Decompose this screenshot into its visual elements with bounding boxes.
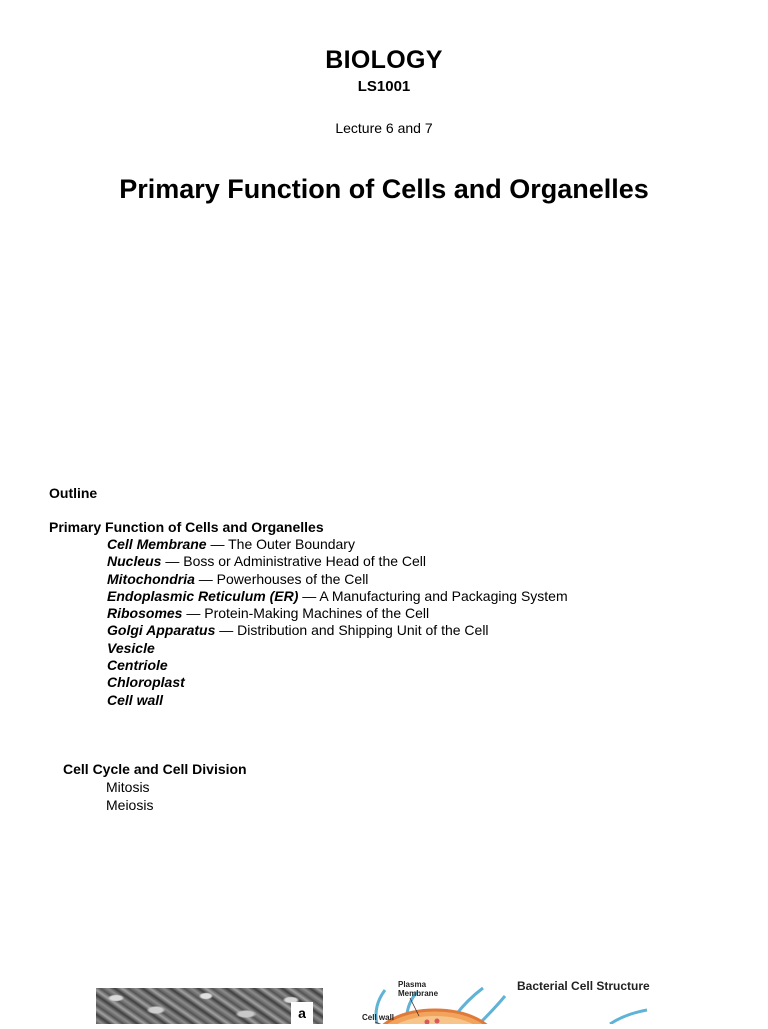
cell-wall-label: Cell wall <box>362 1013 395 1022</box>
course-code: LS1001 <box>357 78 411 95</box>
organelle-description: — A Manufacturing and Packaging System <box>298 587 568 604</box>
cell-division-list <box>106 778 153 814</box>
section-heading: Primary Function of Cells and Organelles <box>49 519 324 535</box>
list-item <box>107 553 568 570</box>
organelle-term: Cell Membrane <box>107 536 207 552</box>
organelle-term: Cell wall <box>107 691 164 708</box>
organelle-term: Ribosomes <box>107 605 183 622</box>
organelle-term: Mitochondria <box>107 570 195 587</box>
organelle-description: — Protein-Making Machines of the Cell <box>182 605 430 622</box>
list-item <box>107 657 568 674</box>
organelle-description: — Boss or Administrative Head of the Cell <box>161 553 427 570</box>
list-item <box>107 571 568 588</box>
bacterial-cell-diagram <box>355 976 655 1024</box>
list-item: Meiosis <box>106 797 154 813</box>
list-item <box>107 640 568 657</box>
organelle-term: Endoplasmic Reticulum (ER) <box>107 587 299 604</box>
list-item: Mitosis <box>106 779 150 795</box>
organelle-term: Golgi Apparatus <box>107 622 216 639</box>
organelle-term: Chloroplast <box>107 674 185 691</box>
organelle-description: — The Outer Boundary <box>206 536 355 552</box>
organelle-term: Centriole <box>107 657 168 674</box>
list-item <box>107 692 568 709</box>
organelle-list <box>107 536 568 709</box>
cell-cycle-heading: Cell Cycle and Cell Division <box>63 761 247 777</box>
organelle-term: Nucleus <box>107 553 162 570</box>
list-item <box>107 674 568 691</box>
list-item <box>107 605 568 622</box>
outline-heading: Outline <box>49 485 98 501</box>
subject-title: BIOLOGY <box>325 46 443 74</box>
organelle-description: — Powerhouses of the Cell <box>194 570 369 587</box>
figure-label: a <box>291 1002 313 1024</box>
organelle-term: Vesicle <box>107 639 155 656</box>
organelle-description: — Distribution and Shipping Unit of the Cell <box>215 622 489 639</box>
list-item <box>107 588 568 605</box>
list-item <box>107 536 568 553</box>
page-title: Primary Function of Cells and Organelles <box>119 174 649 204</box>
lecture-label: Lecture 6 and 7 <box>335 120 433 136</box>
plasma-membrane-label: Plasma Membrane <box>398 980 439 998</box>
diagram-title: Bacterial Cell Structure <box>517 979 650 993</box>
list-item <box>107 622 568 639</box>
bacteria-micrograph-image <box>96 988 323 1024</box>
